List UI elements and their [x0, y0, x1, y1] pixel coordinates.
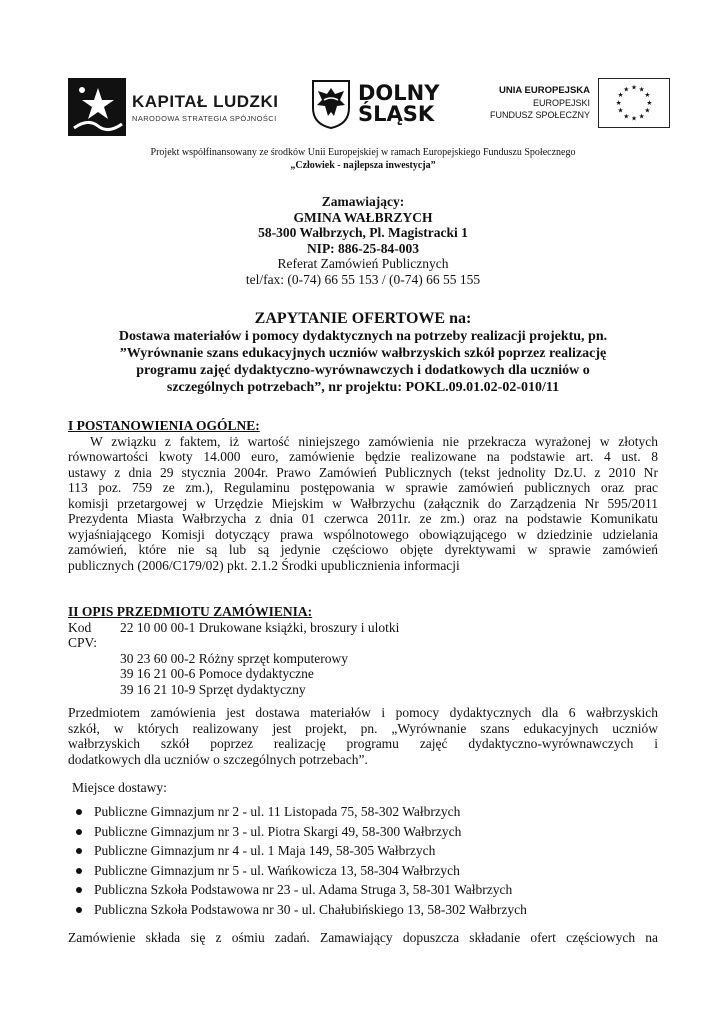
dolny-slask-logo	[310, 78, 439, 130]
place-text: Publiczna Szkoła Podstawowa nr 23 - ul. Adama Struga 3, 58-301 Wałbrzych	[94, 882, 513, 897]
eu-logo	[490, 78, 670, 128]
svg-text:★: ★	[644, 91, 651, 100]
logo-bar	[0, 70, 725, 140]
subject-line: Przedmiotem zamówienia jest dostawa materiałów i pomocy dydaktycznych dla 6 wałbrzyskich	[68, 705, 658, 720]
document-title	[68, 310, 658, 396]
cpv-label: Kod CPV:	[68, 619, 98, 650]
cpv-code: 39 16 21 10-9 Sprzęt dydaktyczny	[120, 681, 306, 697]
contracting-phone: tel/fax: (0-74) 66 55 153 / (0-74) 66 55 155	[245, 271, 481, 287]
list-item	[68, 802, 658, 822]
delivery-label: Miejsce dostawy:	[72, 780, 167, 795]
svg-text:★: ★	[623, 112, 630, 121]
section2-heading: II OPIS PRZEDMIOTU ZAMÓWIENIA:	[68, 604, 313, 619]
svg-text:★: ★	[617, 106, 624, 115]
subject-line: szkół, w których realizowany jest projekt, pn. „Wyrównanie szans edukacyjnych uczniów	[68, 720, 658, 736]
svg-text:★: ★	[623, 85, 630, 94]
bullet-icon	[76, 887, 82, 893]
dolny-slask-line1: DOLNY	[358, 81, 440, 105]
cpv-code: 39 16 21 00-6 Pomoce dydaktyczne	[120, 666, 314, 681]
cpv-code: 22 10 00 00-1 Drukowane książki, broszury i ulotki	[120, 619, 400, 635]
svg-text:★: ★	[638, 85, 645, 94]
subject-line: dodatkowych dla uczniów o szczególnych potrzebach”.	[68, 751, 368, 767]
title-line: ”Wyrównanie szans edukacyjnych uczniów wałbrzyskich szkół poprzez realizację	[119, 346, 607, 361]
svg-text:★: ★	[646, 98, 653, 107]
bullet-icon	[76, 848, 82, 854]
svg-text:★: ★	[638, 112, 645, 121]
section1-line: komisji przetargowej w Urzędzie Miejskim w Wałbrzychu (załącznik do Zarządzenia Nr 595/2011	[68, 495, 658, 511]
title-line: programu zajęć dydaktyczno-wyrównawczych i dodatkowych dla uczniów o	[136, 363, 590, 378]
cpv-row	[68, 620, 658, 651]
kapital-ludzki-logo-icon	[68, 78, 126, 136]
list-item	[68, 861, 658, 881]
dolny-slask-line2: ŚLĄSK	[358, 102, 435, 126]
subject-line: wałbrzyskich szkół poprzez realizację programu zajęć dydaktyczno-wyrównawczych i	[68, 736, 658, 751]
cpv-code: 30 23 60 00-2 Różny sprzęt komputerowy	[120, 650, 348, 666]
section1-heading: I POSTANOWIENIA OGÓLNE:	[68, 418, 260, 433]
section1-line: wyjaśniającego Komisji dotyczący prawa wspólnotowego obowiązującego w dziedzinie udzielania	[68, 526, 658, 542]
title-line: Dostawa materiałów i pomocy dydaktycznych na potrzeby realizacji projektu, pn.	[118, 329, 608, 344]
svg-text:★: ★	[615, 98, 622, 107]
svg-text:★: ★	[631, 83, 638, 92]
bullet-icon	[76, 868, 82, 874]
kapital-ludzki-subtitle: NARODOWA STRATEGIA SPÓJNOŚCI	[132, 113, 277, 123]
cofinance-slogan: „Człowiek - najlepsza inwestycja”	[290, 160, 436, 171]
contracting-address: 58-300 Wałbrzych, Pl. Magistracki 1	[258, 225, 468, 240]
bullet-icon	[76, 907, 82, 913]
delivery-places	[68, 802, 658, 919]
kapital-ludzki-logo	[68, 78, 278, 136]
contracting-label: Zamawiający:	[321, 194, 405, 209]
section1-line: W związku z faktem, iż wartość niniejszego zamówienia nie przekracza wyrażonej w złotych	[90, 433, 658, 449]
svg-text:★: ★	[644, 106, 651, 115]
place-text: Publiczne Gimnazjum nr 3 - ul. Piotra Skargi 49, 58-300 Wałbrzych	[94, 823, 462, 839]
kapital-ludzki-title: KAPITAŁ LUDZKI	[132, 91, 279, 111]
section1-line: publicznych (2006/C179/02) pkt. 2.1.2 Środki upublicznienia informacji	[68, 557, 460, 573]
eu-line3: FUNDUSZ SPOŁECZNY	[490, 110, 591, 120]
list-item	[68, 841, 658, 861]
list-item	[68, 900, 658, 920]
bullet-icon	[76, 809, 82, 815]
contracting-nip: NIP: 886-25-84-003	[306, 240, 420, 256]
eagle-crest-icon	[310, 78, 352, 130]
section1-line: 113 poz. 759 ze zm.), Regulaminu postępowania w sprawie zamówień publicznych oraz prac	[68, 480, 658, 495]
section1-line: zamówień, które nie są lub są jedynie częściowo objęte dyrektywami w sprawie zamówień	[68, 542, 658, 557]
contracting-authority	[68, 194, 658, 287]
section-subject	[68, 604, 658, 697]
eu-line1: UNIA EUROPEJSKA	[499, 85, 591, 96]
subject-paragraph	[68, 705, 658, 767]
place-text: Publiczna Szkoła Podstawowa nr 30 - ul. Chałubińskiego 13, 58-302 Wałbrzych	[94, 901, 527, 917]
cofinance-line1: Projekt współfinansowany ze środków Unii Europejskiej w ramach Europejskiego Funduszu Społecznego	[150, 147, 576, 158]
title-line: szczególnych potrzebach”, nr projektu: POKL.09.01.02-02-010/11	[166, 380, 560, 395]
svg-text:★: ★	[617, 91, 624, 100]
section-general	[68, 418, 658, 573]
contracting-name: GMINA WAŁBRZYCH	[293, 209, 433, 225]
svg-text:★: ★	[631, 114, 638, 123]
section1-line: równowartości kwoty 14.000 euro, zamówienie będzie realizowane na podstawie art. 4 ust. 8	[68, 449, 658, 464]
section1-line: Prezydenta Miasta Wałbrzycha z dnia 01 czerwca 2011r. ze zm.) oraz na podstawie Komunikatu	[68, 511, 658, 526]
list-item	[68, 880, 658, 900]
cofinance-note	[68, 146, 658, 172]
bullet-icon	[76, 829, 82, 835]
list-item	[68, 822, 658, 842]
contracting-department: Referat Zamówień Publicznych	[277, 256, 449, 271]
eu-flag-icon	[598, 78, 670, 128]
title-heading: ZAPYTANIE OFERTOWE na:	[254, 310, 472, 327]
last-line: Zamówienie składa się z ośmiu zadań. Zamawiający dopuszcza składanie ofert częściowych na	[68, 930, 658, 945]
eu-line2: EUROPEJSKI	[533, 98, 591, 108]
place-text: Publiczne Gimnazjum nr 2 - ul. 11 Listopada 75, 58-302 Wałbrzych	[94, 804, 461, 819]
place-text: Publiczne Gimnazjum nr 5 - ul. Wańkowicza 13, 58-304 Wałbrzych	[94, 862, 460, 878]
place-text: Publiczne Gimnazjum nr 4 - ul. 1 Maja 149, 58-305 Wałbrzych	[94, 843, 436, 858]
section1-line: ustawy z dnia 29 stycznia 2004r. Prawo Zamówień Publicznych (tekst jednolity Dz.U. z 2010 Nr	[68, 464, 658, 480]
